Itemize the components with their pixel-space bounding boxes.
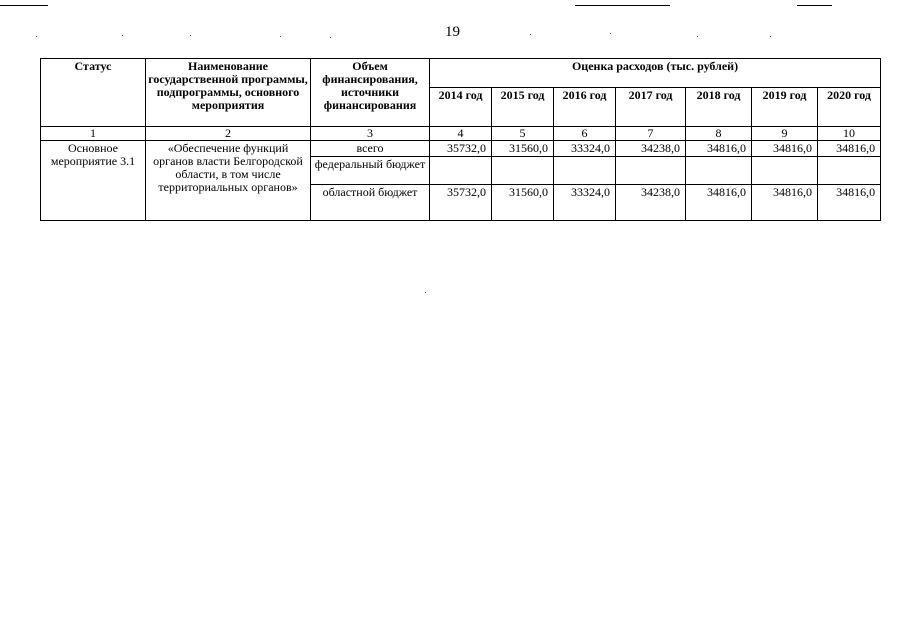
amount-cell: 31560,0 [492,185,554,221]
scan-speck [530,34,531,35]
column-index: 3 [311,127,430,141]
amount-cell [616,157,686,185]
header-row-top [41,59,881,88]
column-index: 8 [686,127,752,141]
amount-cell: 34816,0 [686,141,752,157]
page-number: 19 [445,24,460,40]
header-expense-estimate: Оценка расходов (тыс. рублей) [430,59,881,88]
header-program-name: Наименование государственной программы, подпрограммы, основного мероприятия [146,59,311,127]
source-label: всего [311,141,430,157]
amount-cell [492,157,554,185]
table-row [41,141,881,157]
amount-cell: 33324,0 [554,141,616,157]
column-index-row [41,127,881,141]
amount-cell: 33324,0 [554,185,616,221]
scan-speck [697,36,698,37]
amount-cell [554,157,616,185]
header-year: 2016 год [554,88,616,127]
column-index: 1 [41,127,146,141]
amount-cell [752,157,818,185]
top-rule-right [797,5,832,6]
amount-cell: 34816,0 [818,141,881,157]
scan-speck [610,33,611,34]
amount-cell: 35732,0 [430,185,492,221]
budget-table [40,58,881,221]
top-rule-center [575,5,670,6]
scan-speck [770,36,771,37]
column-index: 6 [554,127,616,141]
header-year: 2015 год [492,88,554,127]
column-index: 4 [430,127,492,141]
header-year: 2020 год [818,88,881,127]
column-index: 10 [818,127,881,141]
header-status: Статус [41,59,146,127]
amount-cell: 34816,0 [752,185,818,221]
scan-speck [280,36,281,37]
header-year: 2018 год [686,88,752,127]
amount-cell: 34238,0 [616,185,686,221]
header-funding-volume: Объем финансирования, источники финансирования [311,59,430,127]
amount-cell: 34816,0 [818,185,881,221]
amount-cell: 34238,0 [616,141,686,157]
amount-cell [818,157,881,185]
amount-cell: 34816,0 [686,185,752,221]
amount-cell: 31560,0 [492,141,554,157]
scan-speck [425,292,426,293]
column-index: 5 [492,127,554,141]
entry-status: Основное мероприятие 3.1 [41,141,146,221]
entry-name: «Обеспечение функций органов власти Белгородской области, в том числе территориальных органов» [146,141,311,221]
amount-cell [686,157,752,185]
scan-speck [190,35,191,36]
column-index: 9 [752,127,818,141]
scan-speck [36,36,37,37]
column-index: 7 [616,127,686,141]
amount-cell [430,157,492,185]
header-year: 2014 год [430,88,492,127]
amount-cell: 35732,0 [430,141,492,157]
source-label: областной бюджет [311,185,430,221]
header-year: 2019 год [752,88,818,127]
scan-speck [330,37,331,38]
scan-speck [122,35,123,36]
column-index: 2 [146,127,311,141]
source-label: федеральный бюджет [311,157,430,185]
amount-cell: 34816,0 [752,141,818,157]
header-year: 2017 год [616,88,686,127]
top-rule-left [0,5,48,6]
